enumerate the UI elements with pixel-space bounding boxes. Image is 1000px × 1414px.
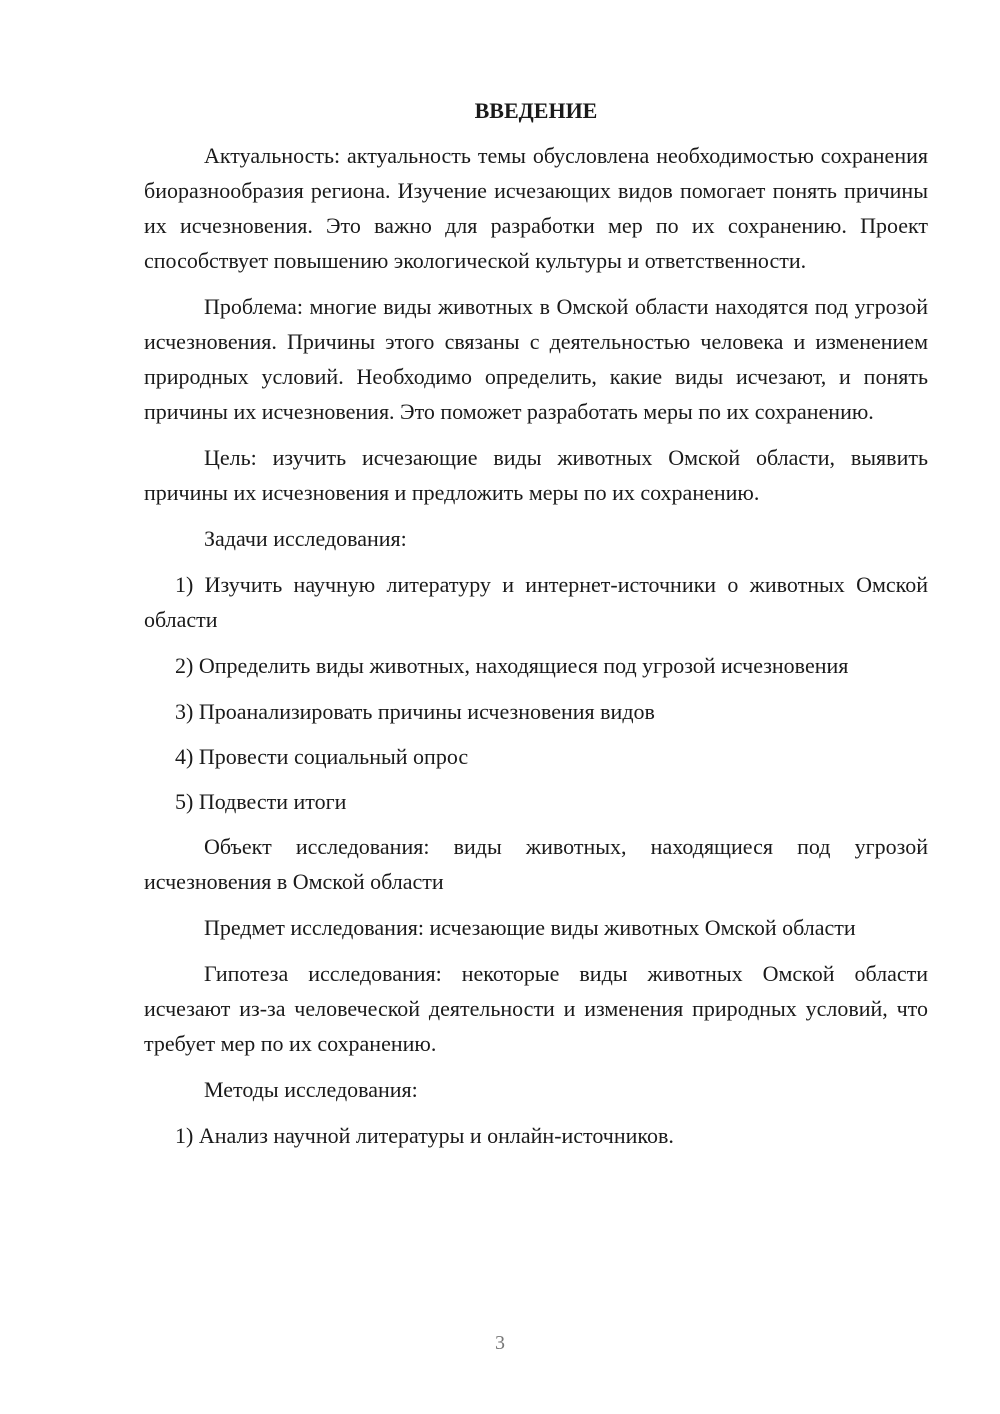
section-heading: ВВЕДЕНИЕ [474,98,598,123]
task-item: 1) Изучить научную литературу и интернет-источники о животных Омской области [144,572,928,632]
subject-paragraph: Предмет исследования: исчезающие виды животных Омской области [204,915,856,940]
task-item: 3) Проанализировать причины исчезновения видов [175,699,655,724]
object-paragraph: Объект исследования: виды животных, находящиеся под угрозой исчезновения в Омской области [144,834,928,894]
task-item: 4) Провести социальный опрос [175,744,469,769]
methods-heading: Методы исследования: [204,1077,418,1102]
hypothesis-paragraph: Гипотеза исследования: некоторые виды животных Омской области исчезают из-за человеческой деятельности и изменения природных условий, что требует мер по их сохранению. [144,961,928,1056]
method-item: 1) Анализ научной литературы и онлайн-источников. [175,1123,674,1148]
problem-paragraph: Проблема: многие виды животных в Омской области находятся под угрозой исчезновения. Причины этого связаны с деятельностью человека и изменением природных условий. Необходимо определить, какие виды исчезают, и понять причины их исчезновения. Это поможет разработать меры по их сохранению. [144,294,928,424]
page-content [144,96,928,1163]
page-number: 3 [495,1332,505,1354]
task-item: 5) Подвести итоги [175,789,347,814]
task-item: 2) Определить виды животных, находящиеся под угрозой исчезновения [175,653,849,678]
goal-paragraph: Цель: изучить исчезающие виды животных Омской области, выявить причины их исчезновения и предложить меры по их сохранению. [144,445,928,505]
relevance-paragraph: Актуальность: актуальность темы обусловлена необходимостью сохранения биоразнообразия региона. Изучение исчезающих видов помогает понять причины их исчезновения. Это важно для разработки мер по их сохранению. Проект способствует повышению экологической культуры и ответственности. [144,143,928,273]
tasks-heading: Задачи исследования: [204,526,407,551]
